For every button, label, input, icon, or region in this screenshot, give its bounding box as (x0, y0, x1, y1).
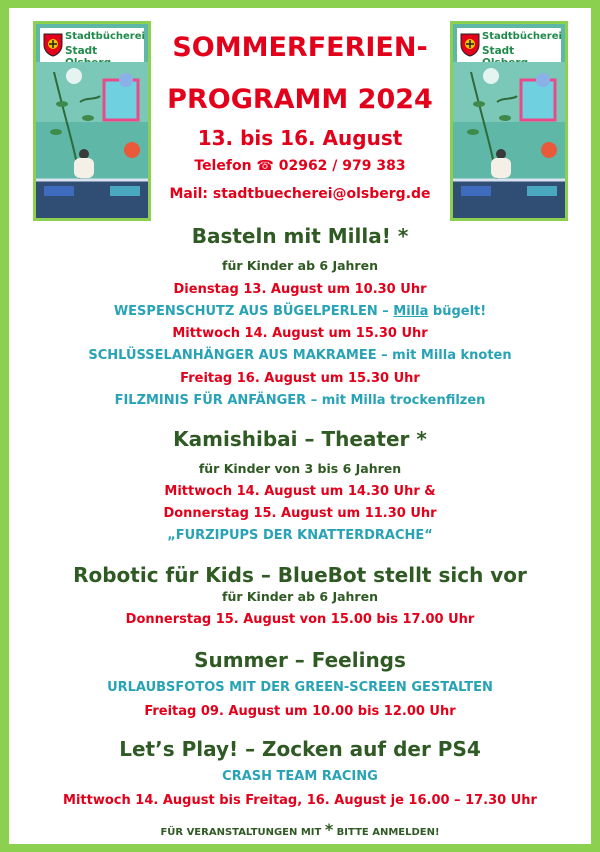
event-title: SCHLÜSSELANHÄNGER AUS MAKRAMEE – mit Milla knoten (88, 348, 512, 363)
event-date: Mittwoch 14. August um 14.30 Uhr & (164, 484, 436, 499)
registration-note (9, 820, 591, 839)
phone-number: Telefon ☎ 02962 / 979 383 (194, 158, 406, 174)
summer-illustration (36, 62, 148, 218)
event-title (9, 304, 591, 319)
summer-illustration (453, 62, 565, 218)
section-heading-basteln: Basteln mit Milla! * (191, 224, 409, 248)
event-date: Mittwoch 14. August bis Freitag, 16. August je 16.00 – 17.30 Uhr (63, 793, 537, 808)
logo-line-2: Stadt (65, 45, 98, 57)
section-heading-summer: Summer – Feelings (194, 648, 406, 672)
section-heading-lets-play: Let’s Play! – Zocken auf der PS4 (119, 737, 481, 761)
audience-text: für Kinder ab 6 Jahren (222, 589, 378, 604)
event-date: Dienstag 13. August um 10.30 Uhr (173, 282, 427, 297)
milla-name: Milla (393, 304, 429, 319)
header-image-right (450, 21, 568, 221)
event-title: CRASH TEAM RACING (222, 769, 378, 784)
library-logo (40, 28, 144, 62)
event-title: URLAUBSFOTOS MIT DER GREEN-SCREEN GESTALTEN (107, 680, 493, 695)
title-line-1: SOMMERFERIEN- (172, 32, 428, 63)
library-logo (457, 28, 561, 62)
asterisk: * (324, 820, 334, 839)
logo-line-1: Stadtbücherei (482, 31, 562, 42)
header-image-left (33, 21, 151, 221)
section-heading-robotic: Robotic für Kids – BlueBot stellt sich vor (73, 563, 527, 587)
logo-line-1: Stadtbücherei (65, 31, 145, 42)
event-date: Donnerstag 15. August von 15.00 bis 17.00 Uhr (125, 612, 475, 627)
event-title: „FURZIPUPS DER KNATTERDRACHE“ (167, 528, 433, 543)
event-title-part: bügelt! (428, 304, 487, 319)
event-title: FILZMINIS FÜR ANFÄNGER – mit Milla trockenfilzen (114, 393, 486, 408)
event-date: Donnerstag 15. August um 11.30 Uhr (163, 506, 437, 521)
program-dates: 13. bis 16. August (197, 126, 403, 150)
event-date: Mittwoch 14. August um 15.30 Uhr (172, 326, 428, 341)
audience-text: für Kinder von 3 bis 6 Jahren (198, 461, 402, 476)
event-title-part: WESPENSCHUTZ AUS BÜGELPERLEN – (113, 304, 394, 319)
logo-line-2: Stadt (482, 45, 515, 57)
registration-note-text: FÜR VERANSTALTUNGEN MIT (160, 827, 325, 838)
email-address: Mail: stadtbuecherei@olsberg.de (169, 186, 431, 202)
title-line-2: PROGRAMM 2024 (167, 84, 433, 115)
flyer-page (9, 8, 591, 844)
registration-note-text: BITTE ANMELDEN! (333, 827, 440, 838)
coat-of-arms-icon (460, 33, 480, 57)
event-date: Freitag 09. August um 10.00 bis 12.00 Uhr (144, 704, 456, 719)
event-date: Freitag 16. August um 15.30 Uhr (180, 371, 420, 386)
section-heading-kamishibai: Kamishibai – Theater * (173, 427, 427, 451)
audience-text: für Kinder ab 6 Jahren (222, 258, 378, 273)
coat-of-arms-icon (43, 33, 63, 57)
